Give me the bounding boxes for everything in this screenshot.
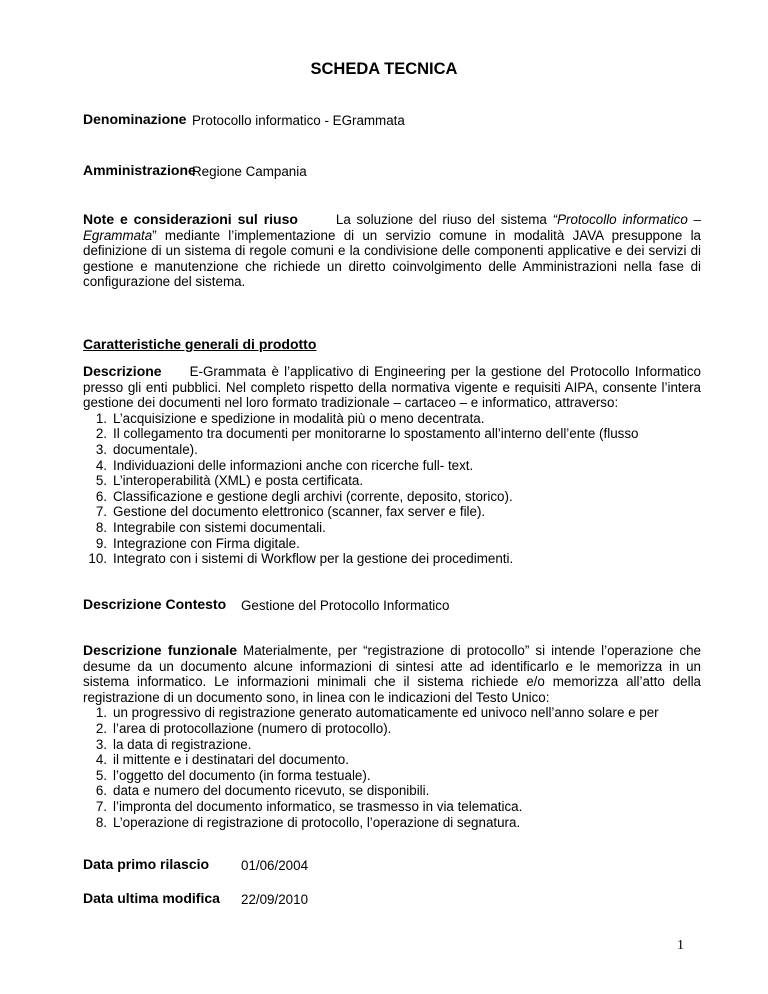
descrizione-label: Descrizione bbox=[83, 363, 162, 379]
list-item-text: l’impronta del documento informatico, se trasmesso in via telematica. bbox=[113, 798, 523, 814]
list-item-text: data e numero del documento ricevuto, se disponibili. bbox=[113, 783, 430, 799]
amministrazione-label: Amministrazione bbox=[83, 162, 196, 178]
list-item bbox=[83, 815, 701, 831]
list-item-number: 2. bbox=[95, 426, 107, 442]
list-item-number: 5. bbox=[95, 767, 107, 783]
list-item-text: il mittente e i destinatari del documento. bbox=[113, 752, 349, 768]
descrizione-paragraph bbox=[83, 364, 701, 411]
list-item bbox=[83, 520, 701, 536]
note-intro: La soluzione del riuso del sistema bbox=[335, 212, 553, 227]
list-item bbox=[83, 473, 701, 489]
list-item bbox=[83, 752, 701, 768]
list-item-number: 1. bbox=[95, 410, 107, 426]
list-item-text: L’acquisizione e spedizione in modalità più o meno decentrata. bbox=[113, 410, 485, 426]
list-item-number: 3. bbox=[95, 441, 107, 457]
denominazione-label: Denominazione bbox=[83, 111, 187, 127]
list-item-number: 9. bbox=[95, 535, 107, 551]
list-item-number: 4. bbox=[95, 457, 107, 473]
list-item-number: 6. bbox=[95, 488, 107, 504]
descrizione-funzionale-paragraph bbox=[83, 643, 701, 705]
descrizione-funzionale-text: Materialmente, per “registrazione di protocollo” si intende l’operazione che desume da un documento alcune informazioni di sintesi atte ad identificarlo e le memorizza in un sistema informatico. Le informazioni minimali che il sistema richiede e/o memorizza all’atto della registrazione di un documento sono, in linea con le indicazioni del Testo Unico: bbox=[83, 643, 701, 705]
list-item-number: 6. bbox=[95, 783, 107, 799]
list-item-number: 3. bbox=[95, 736, 107, 752]
note-rest: ” mediante l’implementazione di un servizio comune in modalità JAVA presuppone la definizione di un sistema di regole comuni e la condivisione delle componenti applicative e dei servizi di gestione e manutenzione che richiede un diretto coinvolgimento delle Amministrazioni nella fase di configurazione del sistema. bbox=[83, 227, 701, 290]
list-item-number: 10. bbox=[88, 551, 107, 567]
list-item-text: l’oggetto del documento (in forma testuale). bbox=[113, 767, 371, 783]
descrizione-funzionale-block bbox=[83, 643, 701, 830]
note-label: Note e considerazioni sul riuso bbox=[83, 211, 298, 227]
data-primo-rilascio-value: 01/06/2004 bbox=[241, 858, 309, 873]
list-item bbox=[83, 426, 701, 442]
list-item-number: 8. bbox=[95, 519, 107, 535]
list-item-text: Integrazione con Firma digitale. bbox=[113, 535, 300, 551]
section-heading: Caratteristiche generali di prodotto bbox=[83, 336, 317, 352]
descrizione-list bbox=[83, 411, 701, 567]
list-item-number: 2. bbox=[95, 720, 107, 736]
list-item-text: un progressivo di registrazione generato automaticamente ed univoco nell’anno solare e per bbox=[113, 705, 659, 721]
denominazione-value: Protocollo informatico - EGrammata bbox=[192, 113, 405, 128]
page-number: 1 bbox=[677, 938, 684, 953]
list-item-text: Il collegamento tra documenti per monitorarne lo spostamento all’interno dell’ente (flusso bbox=[113, 426, 639, 442]
list-item-number: 4. bbox=[95, 752, 107, 768]
list-item-text: Gestione del documento elettronico (scanner, fax server e file). bbox=[113, 504, 486, 520]
list-item-number: 1. bbox=[95, 705, 107, 721]
descrizione-text: E-Grammata è l’applicativo di Engineering per la gestione del Protocollo Informatico presso gli enti pubblici. Nel completo rispetto della normativa vigente e requisiti AIPA, consente l’intera gestione dei documenti nel loro formato tradizionale – cartaceo – e informatico, attraverso: bbox=[83, 364, 701, 411]
descrizione-block bbox=[83, 364, 701, 567]
list-item-number: 8. bbox=[95, 814, 107, 830]
note-paragraph bbox=[83, 212, 701, 290]
list-item bbox=[83, 705, 701, 721]
descrizione-contesto-label: Descrizione Contesto bbox=[83, 596, 227, 612]
list-item bbox=[83, 504, 701, 520]
list-item bbox=[83, 799, 701, 815]
list-item bbox=[83, 489, 701, 505]
list-item-text: Integrato con i sistemi di Workflow per la gestione dei procedimenti. bbox=[113, 551, 514, 567]
list-item-number: 5. bbox=[95, 473, 107, 489]
descrizione-funzionale-label: Descrizione funzionale bbox=[83, 642, 238, 658]
list-item-text: l’area di protocollazione (numero di protocollo). bbox=[113, 720, 392, 736]
data-primo-rilascio-label: Data primo rilascio bbox=[83, 856, 210, 872]
list-item-text: L’operazione di registrazione di protocollo, l’operazione di segnatura. bbox=[113, 814, 521, 830]
list-item bbox=[83, 721, 701, 737]
list-item-text: documentale). bbox=[113, 441, 198, 457]
descrizione-funzionale-list bbox=[83, 705, 701, 830]
list-item bbox=[83, 551, 701, 567]
note-italic: “Protocollo informatico – Egrammata bbox=[83, 212, 701, 243]
list-item bbox=[83, 783, 701, 799]
page-title: SCHEDA TECNICA bbox=[310, 60, 458, 78]
list-item-text: la data di registrazione. bbox=[113, 736, 252, 752]
list-item bbox=[83, 768, 701, 784]
list-item-number: 7. bbox=[95, 798, 107, 814]
list-item-text: Classificazione e gestione degli archivi (corrente, deposito, storico). bbox=[113, 488, 513, 504]
list-item-number: 7. bbox=[95, 504, 107, 520]
list-item bbox=[83, 411, 701, 427]
list-item-text: L’interoperabilità (XML) e posta certificata. bbox=[113, 473, 364, 489]
list-item bbox=[83, 458, 701, 474]
data-ultima-modifica-value: 22/09/2010 bbox=[241, 892, 309, 907]
list-item bbox=[83, 737, 701, 753]
list-item-text: Integrabile con sistemi documentali. bbox=[113, 519, 326, 535]
amministrazione-value: Regione Campania bbox=[192, 164, 307, 179]
list-item bbox=[83, 536, 701, 552]
descrizione-contesto-value: Gestione del Protocollo Informatico bbox=[241, 598, 450, 613]
list-item bbox=[83, 442, 701, 458]
data-ultima-modifica-label: Data ultima modifica bbox=[83, 890, 220, 906]
list-item-text: Individuazioni delle informazioni anche con ricerche full- text. bbox=[113, 457, 474, 473]
